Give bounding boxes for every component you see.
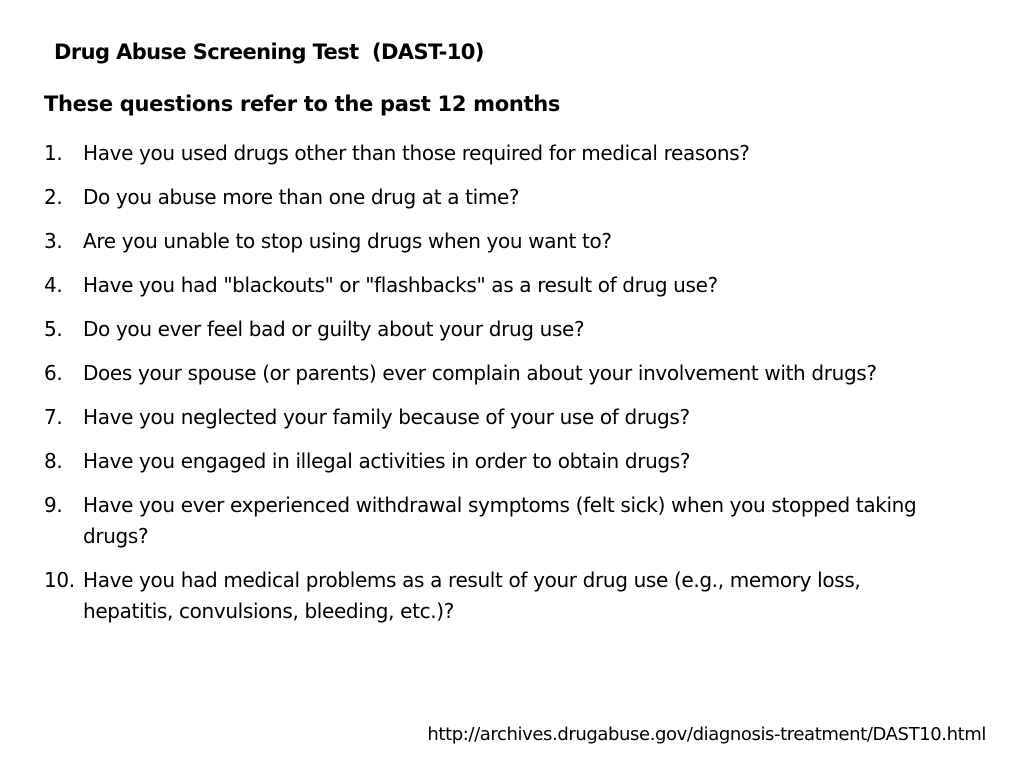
question-number: 1.	[44, 141, 63, 165]
question-text: Have you engaged in illegal activities in order to obtain drugs?	[83, 449, 691, 473]
slide-subtitle: These questions refer to the past 12 months	[44, 92, 561, 116]
question-text: Are you unable to stop using drugs when you want to?	[83, 229, 612, 253]
question-item	[44, 490, 964, 552]
question-number: 9.	[44, 493, 63, 517]
question-text: Have you had "blackouts" or "flashbacks" as a result of drug use?	[83, 273, 718, 297]
question-item	[44, 446, 964, 477]
question-number: 2.	[44, 185, 63, 209]
question-item	[44, 182, 964, 213]
question-text: Have you neglected your family because of your use of drugs?	[83, 405, 690, 429]
question-text: Does your spouse (or parents) ever complain about your involvement with drugs?	[83, 361, 877, 385]
question-item	[44, 270, 964, 301]
question-list	[44, 138, 964, 640]
question-number: 8.	[44, 449, 63, 473]
question-number: 10.	[44, 568, 75, 592]
question-number: 3.	[44, 229, 63, 253]
question-number: 5.	[44, 317, 63, 341]
question-text: Have you used drugs other than those required for medical reasons?	[83, 141, 750, 165]
question-number: 7.	[44, 405, 63, 429]
question-text: Do you ever feel bad or guilty about your drug use?	[83, 317, 585, 341]
question-item	[44, 402, 964, 433]
question-item	[44, 314, 964, 345]
question-item	[44, 565, 964, 627]
question-item	[44, 226, 964, 257]
slide-title: Drug Abuse Screening Test (DAST-10)	[54, 40, 484, 64]
question-number: 6.	[44, 361, 63, 385]
source-url: http://archives.drugabuse.gov/diagnosis-treatment/DAST10.html	[427, 724, 986, 745]
question-item	[44, 358, 964, 389]
question-text: Have you ever experienced withdrawal symptoms (felt sick) when you stopped taking drugs?	[83, 493, 917, 548]
question-number: 4.	[44, 273, 63, 297]
question-item	[44, 138, 964, 169]
question-text: Have you had medical problems as a result of your drug use (e.g., memory loss, hepatitis, convulsions, bleeding, etc.)?	[83, 568, 861, 623]
question-text: Do you abuse more than one drug at a time?	[83, 185, 520, 209]
